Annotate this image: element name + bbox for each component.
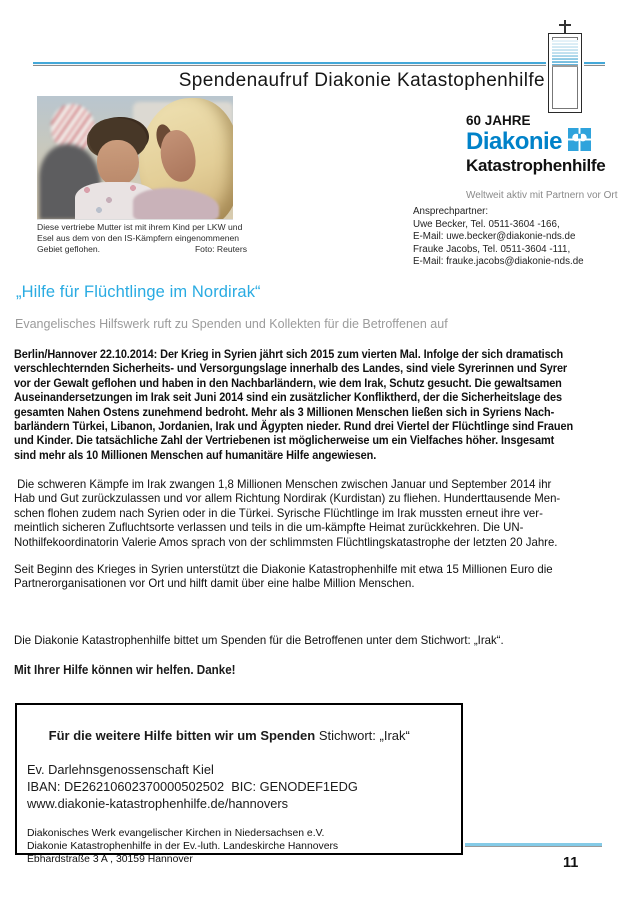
iban-bic-line: IBAN: DE26210602370000502502 BIC: GENODEF1EDG — [27, 779, 358, 794]
paragraph-line: vor der Gewalt geflohen und haben in den Nachbarländern, wie dem Irak, Schutz gesucht. Die gewaltsamen — [14, 375, 562, 390]
paragraph-line: Auseinandersetzungen im Irak seit Juni 2014 sind ein zusätzlicher Konfliktherd, der die Sicherheitslage des — [14, 390, 562, 405]
donation-appeal — [14, 633, 529, 647]
article-paragraph-3 — [14, 562, 581, 591]
donation-info-box — [15, 703, 463, 865]
paragraph-line: und Kinder. Die tatsächliche Zahl der Vertriebenen ist möglicherweise um ein Vielfaches höher. Insgesamt — [14, 433, 555, 448]
contact-email: E-Mail: frauke.jacobs@diakonie-nds.de — [413, 256, 584, 268]
paragraph-line: barländern Türkei, Libanon, Jordanien, Irak und Ägypten nieder. Rund drei Viertel der Flüchtlinge sind Frauen — [14, 419, 574, 434]
paragraph-line: Hab und Gut zurückzulassen und vor allem Richtung Nordirak (Kurdistan) zu fliehen. Hunderttausende Men- — [14, 491, 561, 506]
organisation-line: Ebhardstraße 3 A , 30159 Hannover — [27, 854, 193, 865]
header-rule-left — [33, 62, 546, 66]
logo-years-label: 60 JAHRE — [466, 113, 531, 128]
contact-label: Ansprechpartner: — [413, 206, 489, 217]
article-headline: „Hilfe für Flüchtlinge im Nordirak“ — [16, 283, 261, 301]
photo-caption — [37, 222, 247, 255]
logo-subbrand: Katastrophenhilfe — [466, 156, 606, 175]
contact-line: Frauke Jacobs, Tel. 0511-3604 -111, — [413, 243, 571, 255]
caption-line: Esel aus dem von den IS-Kämpfern eingenommenen — [37, 233, 240, 243]
donation-url: www.diakonie-katastrophenhilfe.de/hannovers — [27, 796, 289, 811]
article-paragraph-2 — [14, 477, 589, 549]
header-rule-right — [584, 62, 605, 66]
paragraph-line: Partnerorganisationen vor Ort und hilft damit über eine halbe Million Menschen. — [14, 576, 415, 591]
photo-child-face — [97, 140, 139, 186]
kronenkreuz-icon — [568, 128, 591, 156]
contact-block — [413, 206, 584, 269]
paragraph-line: Seit Beginn des Krieges in Syrien unterstützt die Diakonie Katastrophenhilfe mit etwa 15 Millionen Euro die — [14, 562, 553, 576]
church-tower-cross-bar-icon — [559, 24, 571, 26]
refugee-photo — [37, 96, 233, 220]
church-tower-icon — [548, 33, 582, 113]
photo-credit: Foto: Reuters — [194, 244, 247, 254]
organisation-line: Diakonisches Werk evangelischer Kirchen in Niedersachsen e.V. — [27, 828, 325, 839]
diakonie-logo-block — [466, 113, 618, 201]
paragraph-line: verschlechternden Sicherheits- und Versorgungslage innerhalb des Landes, sind viele Syrerinnen und Syrer — [14, 361, 568, 376]
page-title: Spendenaufruf Diakonie Katastophenhilfe — [178, 70, 545, 91]
paragraph-line: Nothilfekoordinatorin Valerie Amos sprach von der schlimmsten Flüchtlingskatastrophe der letzten 20 Jahre. — [14, 534, 558, 549]
paragraph-line: Die schweren Kämpfe im Irak zwangen 1,8 Millionen Menschen zwischen Januar und September 2014 ihr — [14, 477, 552, 491]
contact-line: Uwe Becker, Tel. 0511-3604 -166, — [413, 218, 560, 230]
page-number: 11 — [563, 855, 579, 871]
box-title-bold: Für die weitere Hilfe bitten wir um Spenden — [48, 728, 316, 743]
church-tower-stripes — [552, 40, 578, 67]
paragraph-line: gesamten Nahen Ostens zunehmend bedroht. Mehr als 3 Millionen Menschen ließen sich in Syriens Nach- — [14, 404, 555, 419]
organisation-line: Diakonie Katastrophenhilfe in der Ev.-luth. Landeskirche Hannovers — [27, 841, 339, 852]
bank-name: Ev. Darlehnsgenossenschaft Kiel — [27, 762, 214, 777]
thanks-line: Mit Ihrer Hilfe können wir helfen. Danke! — [14, 663, 236, 677]
contact-email: E-Mail: uwe.becker@diakonie-nds.de — [413, 231, 576, 243]
article-paragraph-1 — [14, 347, 628, 462]
caption-line: Diese vertriebe Mutter ist mit ihrem Kind per LKW und — [37, 222, 243, 232]
paragraph-line: Berlin/Hannover 22.10.2014: Der Krieg in Syrien jährt sich 2015 zum vierten Mal. Infolge der sich dramatisch — [14, 347, 564, 361]
logo-brand-wordmark: Diakonie — [466, 128, 563, 155]
footer-rule — [465, 843, 602, 847]
paragraph-line: sind mehr als 10 Millionen Menschen auf humanitäre Hilfe angewiesen. — [14, 447, 377, 462]
church-tower-cross-icon — [564, 20, 566, 33]
article-subheadline: Evangelisches Hilfswerk ruft zu Spenden und Kollekten für die Betroffenen auf — [15, 317, 448, 331]
paragraph-line: meintlich sicheren Zufluchtsorte verlassen und teils in die um-kämpfte Heimat zurückkehren. Die UN- — [14, 520, 524, 535]
logo-tagline: Weltweit aktiv mit Partnern vor Ort — [466, 190, 618, 201]
paragraph-line: Die Diakonie Katastrophenhilfe bittet um Spenden für die Betroffenen unter dem Stichwort: „Irak“. — [14, 633, 504, 647]
paragraph-line: schen flohen zudem nach Syrien oder in die Türkei. Syrische Flüchtlinge im Irak mussten erneut ihre ver- — [14, 505, 543, 520]
organisation-block — [27, 827, 451, 866]
box-title-keyword: Stichwort: „Irak“ — [315, 728, 410, 743]
caption-line: Gebiet geflohen. — [37, 244, 101, 254]
